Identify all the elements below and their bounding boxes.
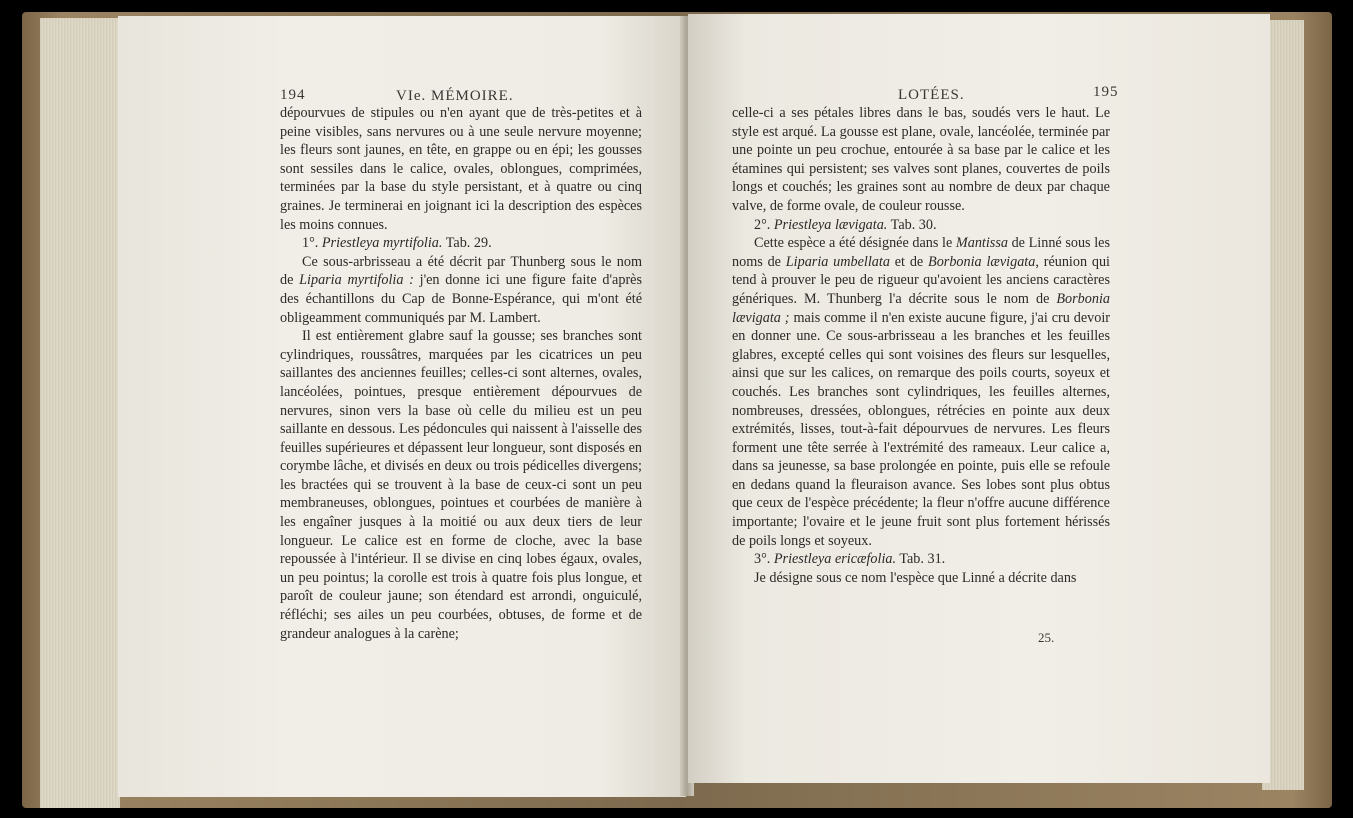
plate-reference: Tab. 30. [887,216,937,233]
text-run: et de [889,253,929,270]
species-number: 3°. [754,551,774,568]
paragraph [732,234,1110,550]
paragraph: Il est entièrement glabre sauf la gousse; ses branches sont cylindriques, roussâtres, marquées par les cicatrices un peu saillantes des anciennes feuilles; celles-ci sont alternes, ovales, lancéolées, pointues, presque entièrement dépourvues de nervures, sinon vers la base où celle du milieu est un peu saillante en dessous. Les pédoncules qui naissent à l'aisselle des feuilles supérieures et dépassent leur longueur, sont disposés en corymbe lâche, et divisés en deux ou trois pédicelles divergens; les bractées qui se trouvent à la base de ceux-ci sont un peu membraneuses, oblongues, pointues et courbées de manière à les engaîner jusques à la moitié ou aux deux tiers de leur longueur. Le calice est en forme de cloche, avec la base repoussée à l'intérieur. Il se divise en cinq lobes égaux, ovales, un peu pointus; la corolle est trois à quatre fois plus longue, et paroît de couleur jaune; son étendard est arrondi, onguiculé, réfléchi; ses ailes un peu courbées, obtuses, de forme et de grandeur analogues à la carène; [280,328,642,642]
species-name: Borbonia lævigata [928,253,1036,270]
paragraph: Je désigne sous ce nom l'espèce que Linné a décrite dans [754,569,1077,586]
paragraph: dépourvues de stipules ou n'en ayant que de très-petites et à peine visibles, sans nervures ou à une seule nervure moyenne; les fleurs sont jaunes, en tête, en grappe ou en épi; les gousses sont sessiles dans le calice, ovales, oblongues, comprimées, terminées par la base du style persistant, et à quatre ou cinq graines. Je terminerai en joignant ici la description des espèces les moins connues. [280,105,642,233]
signature-mark: 25. [1038,630,1055,645]
species-name: Liparia myrtifolia : [299,272,414,289]
right-page-number: 195 [1093,84,1119,100]
left-page [118,16,686,797]
left-page-number: 194 [280,87,306,103]
work-title: Mantissa [955,235,1008,252]
text-run: Cette espèce a été désignée dans le [754,235,956,252]
species-heading [732,550,1110,569]
text-run: Ce sous-arbrisseau a été décrit par Thunberg sous le nom de [280,253,642,289]
text-run: , réunion qui tend à prouver le peu de rigueur qu'avoient les anciens caractères génériques. M. Thunberg l'a décrite sous le nom de [732,253,1111,307]
text-run: de Linné sous les noms de [732,235,1110,270]
left-running-head: VIe. MÉMOIRE. [396,88,514,104]
left-page-body [280,104,642,643]
species-name: Liparia umbellata [785,253,890,270]
paragraph [280,253,642,327]
paragraph: celle-ci a ses pétales libres dans le bas, soudés vers le haut. Le style est arqué. La gousse est plane, ovale, lancéolée, terminée par une pointe un peu crochue, entourée à sa base par le calice et les étamines qui persistent; ses valves sont planes, couvertes de poils longs et couchés; les graines sont au nombre de deux par chaque valve, de forme ovale, de couleur rousse. [732,105,1110,214]
text-run: mais comme il n'en existe aucune figure, j'ai cru devoir en donner une. Ce sous-arbrisseau a les branches et les feuilles glabres, excepté celles qui sont voisines des fleurs sur lesquelles, ainsi que sur les calices, on remarque des poils courts, soyeux et couchés. Les branches sont cylindriques, les feuilles alternes, nombreuses, dressées, oblongues, rétrécies en pointe aux deux extrémités, lisses, tout-à-fait dépourvues de nervures. Les fleurs forment une tête serrée à l'extrémité des rameaux. Leur calice a, dans sa jeunesse, sa base prolongée en pointe, puis elle se refoule en dedans quand la fleuraison avance. Ses lobes sont plus obtus que ceux de l'espèce précédente; la fleur n'offre aucune différence importante; l'ovaire et le jeune fruit sont plus fortement hérissés de poils longs et soyeux. [732,309,1110,549]
plate-reference: Tab. 29. [442,235,492,252]
right-page-body [732,104,1110,587]
species-name: Priestleya myrtifolia. [321,235,443,252]
species-name: Priestleya lævigata. [773,216,888,233]
species-heading [732,216,1110,235]
species-name: Priestleya ericæfolia. [773,551,897,568]
plate-reference: Tab. 31. [896,551,946,568]
species-number: 2°. [754,216,774,233]
right-running-head: LOTÉES. [898,87,965,103]
species-number: 1°. [302,235,322,252]
text-run: j'en donne ici une figure faite d'après des échantillons du Cap de Bonne-Espérance, qui m'ont été obligeamment communiqués par M. Lambert. [280,272,642,326]
species-heading [280,234,642,253]
left-page-edges [40,18,120,808]
species-name: Borbonia lævigata ; [732,290,1110,326]
right-page [688,14,1270,783]
